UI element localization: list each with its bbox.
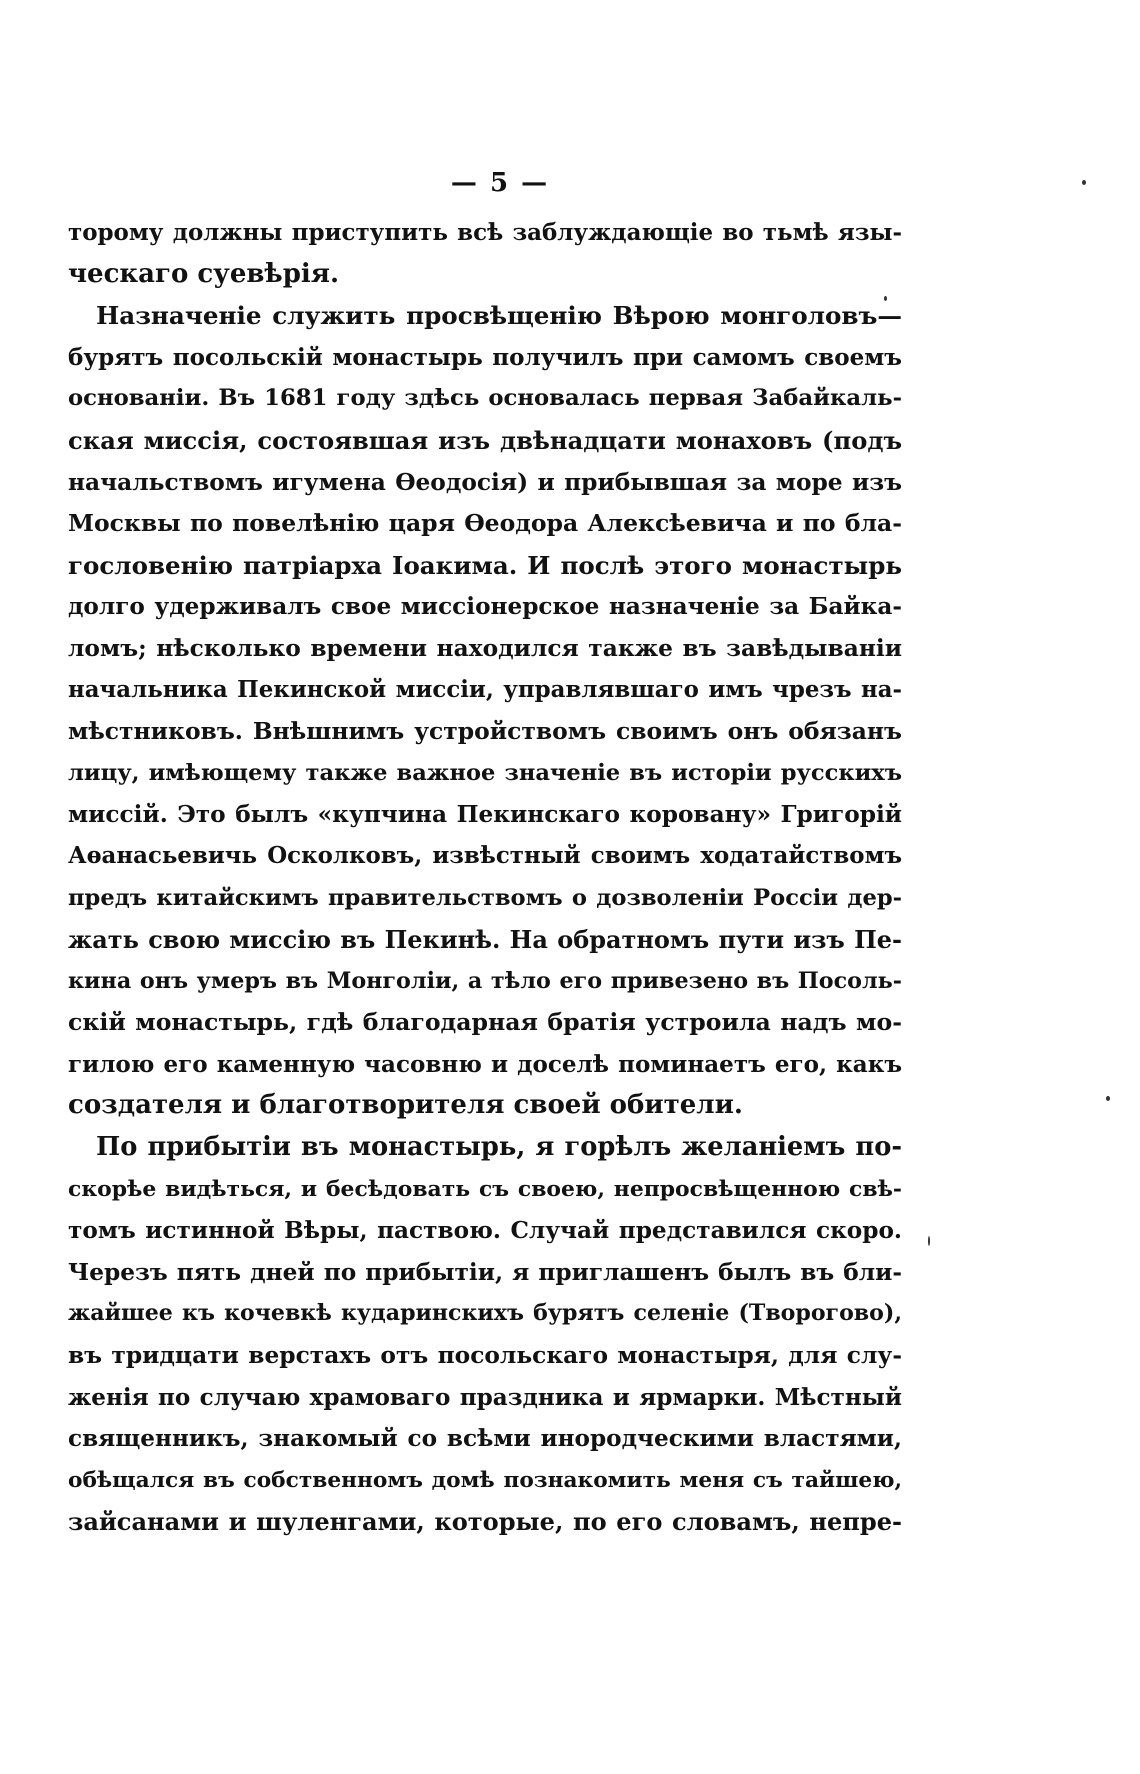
text-line: ческаго суевѣрія. [68,258,340,289]
text-line: основаніи. Въ 1681 году здѣсь основалась первая Забайкаль- [68,385,902,412]
text-line: По прибытіи въ монастырь, я горѣлъ желаніемъ по- [96,1132,902,1163]
scan-speck [884,296,887,301]
text-line: Черезъ пять дней по прибытіи, я приглашенъ былъ въ бли- [68,1258,902,1286]
text-line: лицу, имѣющему также важное значеніе въ исторіи русскихъ [68,759,902,786]
body-text [68,212,902,1543]
paragraph [68,1127,902,1543]
scan-speck [1082,180,1086,185]
text-line: зайсанами и шуленгами, которые, по его словамъ, непре- [68,1507,902,1537]
scan-speck [1106,1096,1110,1101]
text-line: торому должны приступить всѣ заблуждающіе во тьмѣ язы- [68,219,902,246]
text-line: миссій. Это былъ «купчина Пекинскаго коровану» Григорій [68,801,902,829]
text-line: бурятъ посольскій монастырь получилъ при самомъ своемъ [68,343,902,371]
text-line: ломъ; нѣсколько времени находился также въ завѣдываніи [68,634,902,662]
text-line: Аѳанасьевичь Осколковъ, извѣстный своимъ ходатайствомъ [68,842,902,869]
text-line: жать свою миссію въ Пекинѣ. На обратномъ пути изъ Пе- [68,925,902,955]
paragraph [68,212,902,295]
text-line: долго удерживалъ свое миссіонерское назначеніе за Байка- [68,593,902,621]
text-line: священникъ, знакомый со всѣми инородческими властями, [68,1425,902,1453]
text-line: кина онъ умеръ въ Монголіи, а тѣло его привезено въ Посоль- [68,967,902,994]
text-line: томъ истинной Вѣры, паствою. Случай представился скоро. [68,1217,902,1245]
text-line: гословенію патріарха Іоакима. И послѣ этого монастырь [68,550,902,580]
text-line: ская миссія, состоявшая изъ двѣнадцати монаховъ (подъ [68,425,902,455]
scan-speck [928,1236,930,1246]
text-line: создателя и благотворителя своей обители. [68,1090,743,1121]
text-line: обѣщался въ собственномъ домѣ познакомить меня съ тайшею, [68,1467,902,1493]
text-line: мѣстниковъ. Внѣшнимъ устройствомъ своимъ онъ обязанъ [68,717,902,746]
text-line: скій монастырь, гдѣ благодарная братія устроила надъ мо- [68,1008,902,1037]
text-line: въ тридцати верстахъ отъ посольскаго монастыря, для слу- [68,1342,902,1370]
text-line: предъ китайскимъ правительствомъ о дозволеніи Россіи дер- [68,884,902,911]
page-number: — 5 — [450,168,550,198]
text-line: гилою его каменную часовню и доселѣ поминаетъ его, какъ [68,1050,902,1078]
text-line: начальствомъ игумена Ѳеодосія) и прибывшая за море изъ [68,468,902,496]
text-line: женія по случаю храмоваго праздника и ярмарки. Мѣстный [68,1383,902,1411]
text-line: Назначеніе служить просвѣщенію Вѣрою монголовъ— [96,301,902,331]
text-line: Москвы по повелѣнію царя Ѳеодора Алексѣевича и по бла- [68,509,902,538]
text-line: начальника Пекинской миссіи, управлявшаго имъ чрезъ на- [68,676,902,703]
text-line: скорѣе видѣться, и бесѣдовать съ своею, непросвѣщенною свѣ- [68,1175,902,1202]
text-line: жайшее къ кочевкѣ кударинскихъ бурятъ селеніе (Творогово), [68,1300,902,1327]
paragraph [68,295,902,1127]
